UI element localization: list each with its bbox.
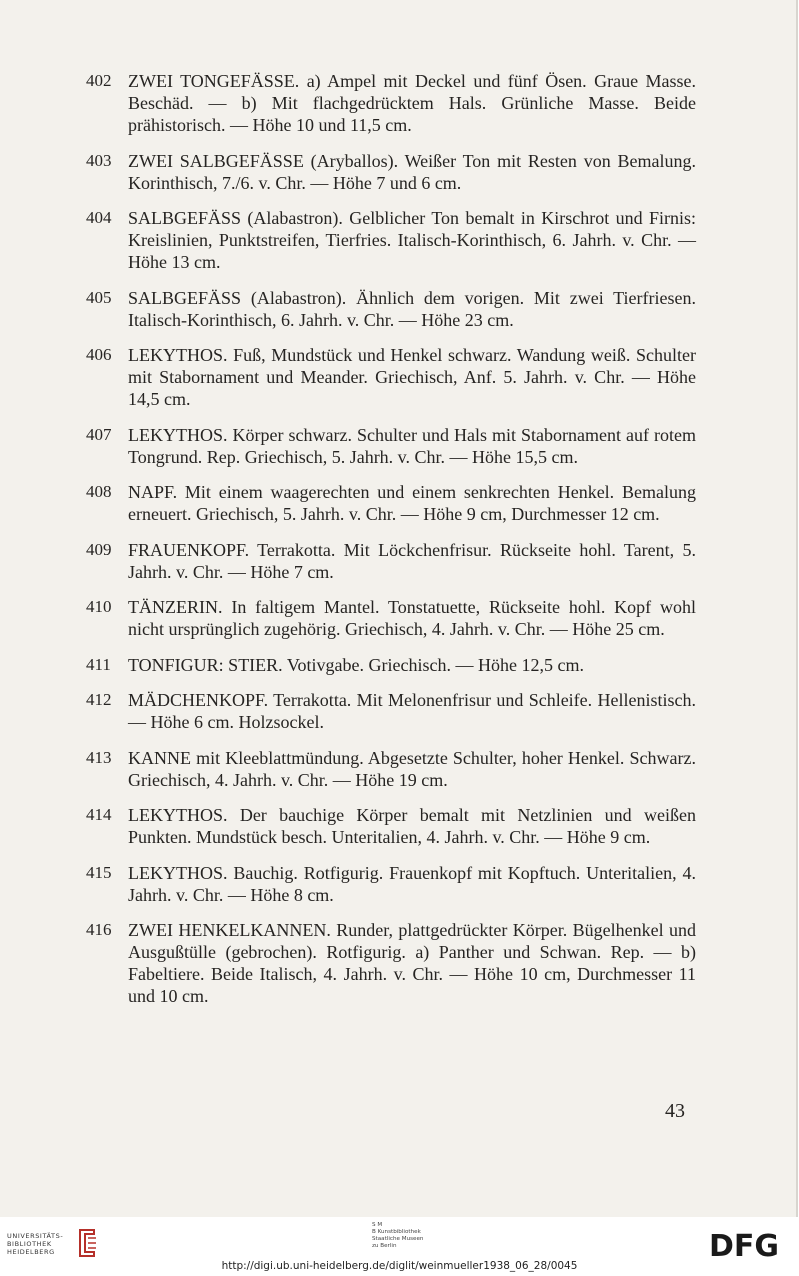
catalog-entry bbox=[86, 654, 696, 676]
catalog-entry bbox=[86, 287, 696, 331]
entry-text: ZWEI SALBGEFÄSSE (Aryballos). Weißer Ton mit Resten von Bemalung. Korinthisch, 7./6. v. Chr. — Höhe 7 und 6 cm. bbox=[128, 150, 696, 193]
catalog-entry bbox=[86, 539, 696, 583]
catalog-entry bbox=[86, 689, 696, 733]
page-number: 43 bbox=[665, 1100, 685, 1122]
museum-stamp bbox=[372, 1222, 462, 1250]
entry-text: SALBGEFÄSS (Alabastron). Gelblicher Ton bemalt in Kirschrot und Firnis: Kreislinien, Punktstreifen, Tierfries. Italisch-Korinthisch, 6. Jahrh. v. Chr. — Höhe 13 cm. bbox=[128, 208, 696, 272]
source-url-link[interactable]: http://digi.ub.uni-heidelberg.de/diglit/weinmueller1938_06_28/0045 bbox=[221, 1260, 578, 1272]
catalog-entry bbox=[86, 596, 696, 640]
entry-number: 404 bbox=[86, 208, 112, 227]
entry-number: 415 bbox=[86, 862, 112, 882]
library-name-line: BIBLIOTHEK bbox=[7, 1240, 52, 1248]
entry-text: LEKYTHOS. Fuß, Mundstück und Henkel schwarz. Wandung weiß. Schulter mit Stabornament und Meander. Griechisch, Anf. 5. Jahrh. v. Chr. — Höhe 14,5 cm. bbox=[128, 345, 696, 409]
entry-text: TÄNZERIN. In faltigem Mantel. Tonstatuette, Rückseite hohl. Kopf wohl nicht ursprünglich zugehörig. Griechisch, 4. Jahrh. v. Chr. — Höhe 25 cm. bbox=[128, 597, 696, 639]
library-name-line: UNIVERSITÄTS- bbox=[7, 1232, 64, 1240]
stamp-line: Staatliche Museen bbox=[372, 1236, 424, 1242]
stamp-line: zu Berlin bbox=[372, 1243, 397, 1249]
dfg-logo-icon[interactable] bbox=[707, 1230, 791, 1260]
entry-number: 413 bbox=[86, 747, 112, 767]
entry-text: SALBGEFÄSS (Alabastron). Ähnlich dem vorigen. Mit zwei Tierfriesen. Italisch-Korinthisch, 6. Jahrh. v. Chr. — Höhe 23 cm. bbox=[128, 287, 696, 330]
dfg-logo-text: DFG bbox=[709, 1230, 780, 1260]
entry-number: 410 bbox=[86, 597, 112, 616]
entry-text: ZWEI HENKELKANNEN. Runder, plattgedrückter Körper. Bügelhenkel und Ausgußtülle (gebrochen). Rotfigurig. a) Panther und Schwan. Rep. — b) Fabeltiere. Beide Italisch, 4. Jahrh. v. Chr. — Höhe 10 cm, Durchmesser 11 und 10 cm. bbox=[128, 920, 696, 1006]
entry-text: TONFIGUR: STIER. Votivgabe. Griechisch. — Höhe 12,5 cm. bbox=[128, 654, 584, 675]
entry-text: NAPF. Mit einem waagerechten und einem senkrechten Henkel. Bemalung erneuert. Griechisch, 5. Jahrh. v. Chr. — Höhe 9 cm, Durchmesser 12 cm. bbox=[128, 482, 696, 524]
entry-number: 403 bbox=[86, 150, 112, 170]
entry-text: LEKYTHOS. Der bauchige Körper bemalt mit Netzlinien und weißen Punkten. Mundstück besch. Unteritalien, 4. Jahrh. v. Chr. — Höhe 9 cm. bbox=[128, 805, 696, 847]
entry-number: 406 bbox=[86, 345, 112, 364]
stamp-line: B Kunstbibliothek bbox=[372, 1229, 421, 1235]
library-name[interactable] bbox=[7, 1232, 77, 1256]
entry-number: 416 bbox=[86, 920, 112, 939]
entry-text: LEKYTHOS. Bauchig. Rotfigurig. Frauenkopf mit Kopftuch. Unteritalien, 4. Jahrh. v. Chr. — Höhe 8 cm. bbox=[128, 862, 696, 905]
catalog-entry bbox=[86, 70, 696, 136]
entry-number: 411 bbox=[86, 654, 111, 674]
catalog-entry bbox=[86, 481, 696, 525]
entry-number: 405 bbox=[86, 287, 112, 307]
entry-text: FRAUENKOPF. Terrakotta. Mit Löckchenfrisur. Rückseite hohl. Tarent, 5. Jahrh. v. Chr. — Höhe 7 cm. bbox=[128, 539, 696, 582]
catalog-entry-list bbox=[86, 70, 696, 1021]
catalog-entry bbox=[86, 344, 696, 410]
catalog-entry bbox=[86, 919, 696, 1007]
heidelberg-library-logo-icon[interactable] bbox=[74, 1226, 100, 1260]
catalog-entry bbox=[86, 150, 696, 194]
stamp-line: S M bbox=[372, 1222, 383, 1228]
entry-text: KANNE mit Kleeblattmündung. Abgesetzte Schulter, hoher Henkel. Schwarz. Griechisch, 4. Jahrh. v. Chr. — Höhe 19 cm. bbox=[128, 747, 696, 790]
catalog-entry bbox=[86, 747, 696, 791]
catalog-entry bbox=[86, 424, 696, 468]
catalog-entry bbox=[86, 207, 696, 273]
entry-number: 414 bbox=[86, 805, 112, 824]
entry-number: 407 bbox=[86, 424, 112, 444]
entry-number: 409 bbox=[86, 539, 112, 559]
entry-text: MÄDCHENKOPF. Terrakotta. Mit Melonenfrisur und Schleife. Hellenistisch. — Höhe 6 cm. Holzsockel. bbox=[128, 690, 696, 732]
entry-text: ZWEI TONGEFÄSSE. a) Ampel mit Deckel und fünf Ösen. Graue Masse. Beschäd. — b) Mit flachgedrücktem Hals. Grünliche Masse. Beide prähistorisch. — Höhe 10 und 11,5 cm. bbox=[128, 71, 696, 135]
entry-number: 412 bbox=[86, 690, 112, 709]
catalog-entry bbox=[86, 804, 696, 848]
entry-number: 408 bbox=[86, 482, 112, 501]
entry-text: LEKYTHOS. Körper schwarz. Schulter und Hals mit Stabornament auf rotem Tongrund. Rep. Griechisch, 5. Jahrh. v. Chr. — Höhe 15,5 cm. bbox=[128, 424, 696, 467]
library-name-line: HEIDELBERG bbox=[7, 1248, 55, 1256]
catalog-entry bbox=[86, 862, 696, 906]
entry-number: 402 bbox=[86, 71, 112, 90]
